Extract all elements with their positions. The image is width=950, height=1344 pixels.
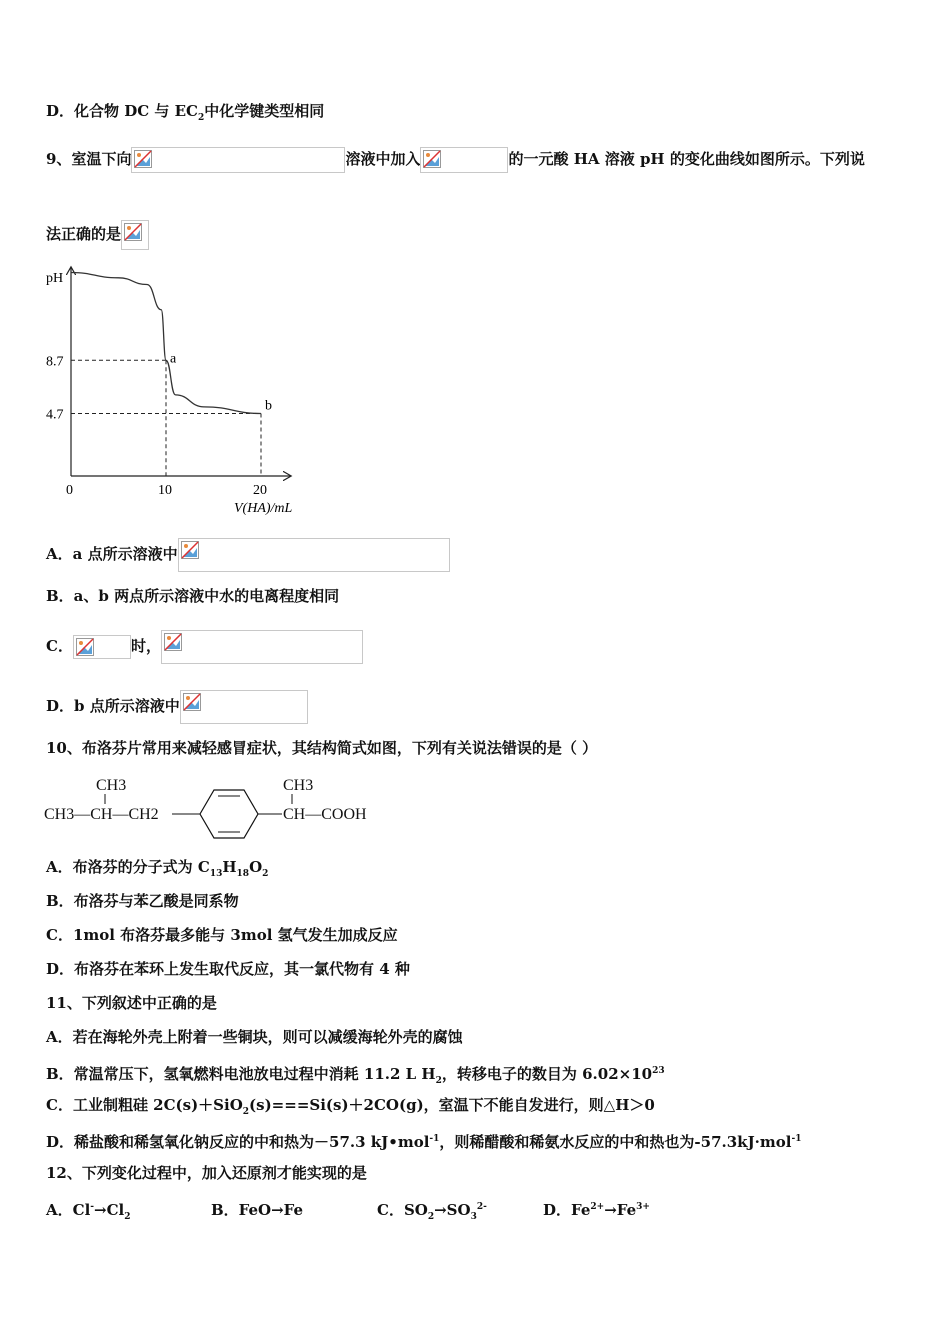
titration-chart [40,262,330,522]
broken-image-icon [420,147,508,173]
broken-image-icon [121,220,149,250]
q10-option-a: A．布洛芬的分子式为 $C_{13}H_{18}O_2$ [46,858,269,879]
broken-image-icon [161,630,363,664]
chart-guide-lines [71,360,261,476]
struct-right-chain: CH—COOH [283,806,367,823]
benzene-ring [200,790,258,838]
struct-ch3-left: CH3 [96,777,127,794]
q12-option-c: C．$SO_2\to SO_3^{2-}$ [377,1201,487,1222]
q9-stem-line1: 9、室温下向 溶液中加入 的一元酸 HA 溶液 pH 的变化曲线如图所示。下列说 [46,147,865,173]
q11-option-d: D．稀盐酸和稀氢氧化钠反应的中和热为－57.3 kJ•mol$^{-1}$，则稀醋酸和稀氨水反应的中和热也为-57.3kJ·mol$^{-1}$ [46,1133,802,1151]
q12-option-d: D．$Fe^{2+}\to Fe^{3+}$ [543,1201,650,1219]
broken-image-icon [180,690,308,724]
broken-image-icon [131,147,345,173]
q8-option-d: D．化合物 DC 与 $EC_2$中化学键类型相同 [46,102,325,123]
ph-curve [71,273,261,414]
q10-option-b: B．布洛芬与苯乙酸是同系物 [46,892,239,910]
q10-option-d: D．布洛芬在苯环上发生取代反应，其一氯代物有 4 种 [46,960,410,978]
ibuprofen-structure [42,772,392,852]
q11-option-a: A．若在海轮外壳上附着一些铜块，则可以减缓海轮外壳的腐蚀 [46,1028,463,1046]
x-tick-label: 20 [253,483,267,498]
point-label-a: a [170,351,177,367]
origin-label: 0 [66,483,73,498]
x-axis-label: V(HA)/mL [234,501,293,516]
q10-stem: 10、布洛芬片常用来减轻感冒症状，其结构简式如图，下列有关说法错误的是（ ） [46,739,598,757]
q9-option-c: C． 时， [46,630,363,664]
q12-option-b: B．FeO→Fe [211,1201,304,1219]
q12-stem: 12、下列变化过程中，加入还原剂才能实现的是 [46,1164,367,1182]
y-tick-label: 8.7 [46,354,64,370]
q9-option-a: A．a 点所示溶液中 [46,538,450,572]
point-label-b: b [265,398,272,414]
chart-points [170,351,272,413]
q12-option-a: A．$Cl^-\to Cl_2$ [46,1201,131,1222]
y-tick-label: 4.7 [46,407,64,423]
broken-image-icon [178,538,450,572]
q11-option-b: B．常温常压下，氢氧燃料电池放电过程中消耗 11.2 L $H_2$，转移电子的数目为 $6.02\times 10^{23}$ [46,1065,665,1086]
struct-ch3-right: CH3 [283,777,314,794]
q9-option-d: D．b 点所示溶液中 [46,690,308,724]
q11-option-c: C．工业制粗硅 2C(s)＋SiO$_2$(s)===Si(s)＋2CO(g)，室温下不能自发进行，则△H＞0 [46,1096,655,1117]
q11-stem: 11、下列叙述中正确的是 [46,994,217,1012]
x-tick-label: 10 [158,483,172,498]
y-axis-label: pH [46,271,64,286]
q12-options [46,1196,650,1228]
q9-stem-line2: 法正确的是 [46,220,149,250]
q9-option-b: B．a、b 两点所示溶液中水的电离程度相同 [46,587,340,605]
q10-option-c: C．1mol 布洛芬最多能与 3mol 氢气发生加成反应 [46,926,398,944]
struct-left-chain: CH3—CH—CH2 [44,806,159,823]
broken-image-icon [73,635,131,659]
